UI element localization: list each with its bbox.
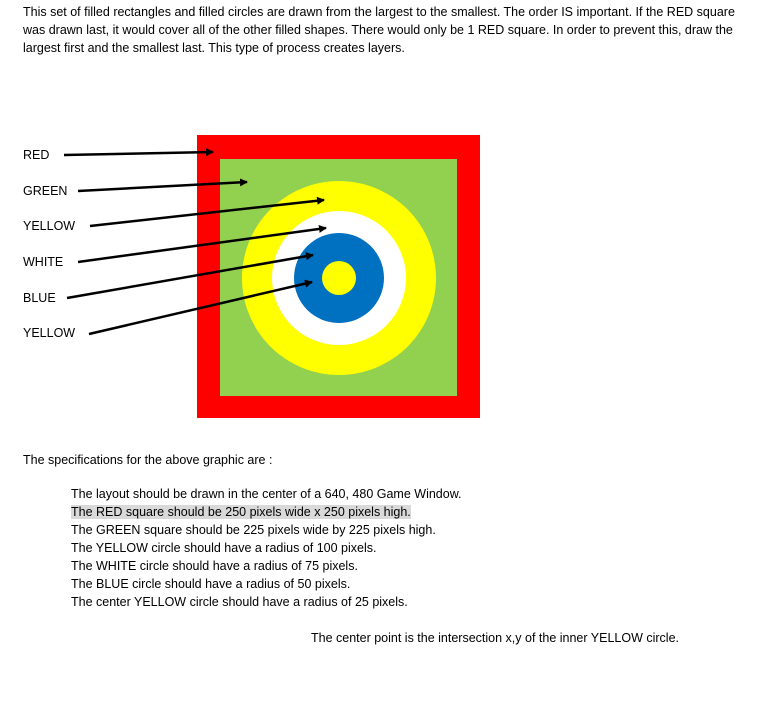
label-white: WHITE (23, 255, 64, 269)
spec-item-green-square: The GREEN square should be 225 pixels wide by 225 pixels high. (71, 523, 436, 537)
spec-item-yellow-circle: The YELLOW circle should have a radius of 100 pixels. (71, 541, 377, 555)
label-yellow-outer: YELLOW (23, 219, 76, 233)
spec-item-red-square (71, 503, 462, 521)
spec-heading: The specifications for the above graphic are : (23, 453, 273, 467)
label-blue: BLUE (23, 291, 56, 305)
spec-list (71, 485, 462, 611)
highlighted-spec-text: The RED square should be 250 pixels wide x 250 pixels high. (71, 505, 411, 519)
spec-item-window: The layout should be drawn in the center of a 640, 480 Game Window. (71, 487, 462, 501)
label-green: GREEN (23, 184, 68, 198)
arrow-red (64, 152, 213, 155)
spec-item-blue-circle: The BLUE circle should have a radius of 50 pixels. (71, 577, 351, 591)
center-point-note: The center point is the intersection x,y of the inner YELLOW circle. (311, 631, 679, 645)
intro-paragraph: This set of filled rectangles and filled circles are drawn from the largest to the smallest. The order IS important. If the RED square was drawn last, it would cover all of the other filled shapes. There would only be 1 RED square. In order to prevent this, draw the largest first and the smallest last. This type of process creates layers. (23, 5, 735, 55)
yellow-inner-circle (322, 261, 356, 295)
label-yellow-inner: YELLOW (23, 326, 76, 340)
spec-item-white-circle: The WHITE circle should have a radius of 75 pixels. (71, 559, 358, 573)
spec-item-center-yellow-circle: The center YELLOW circle should have a radius of 25 pixels. (71, 595, 408, 609)
label-red: RED (23, 148, 50, 162)
